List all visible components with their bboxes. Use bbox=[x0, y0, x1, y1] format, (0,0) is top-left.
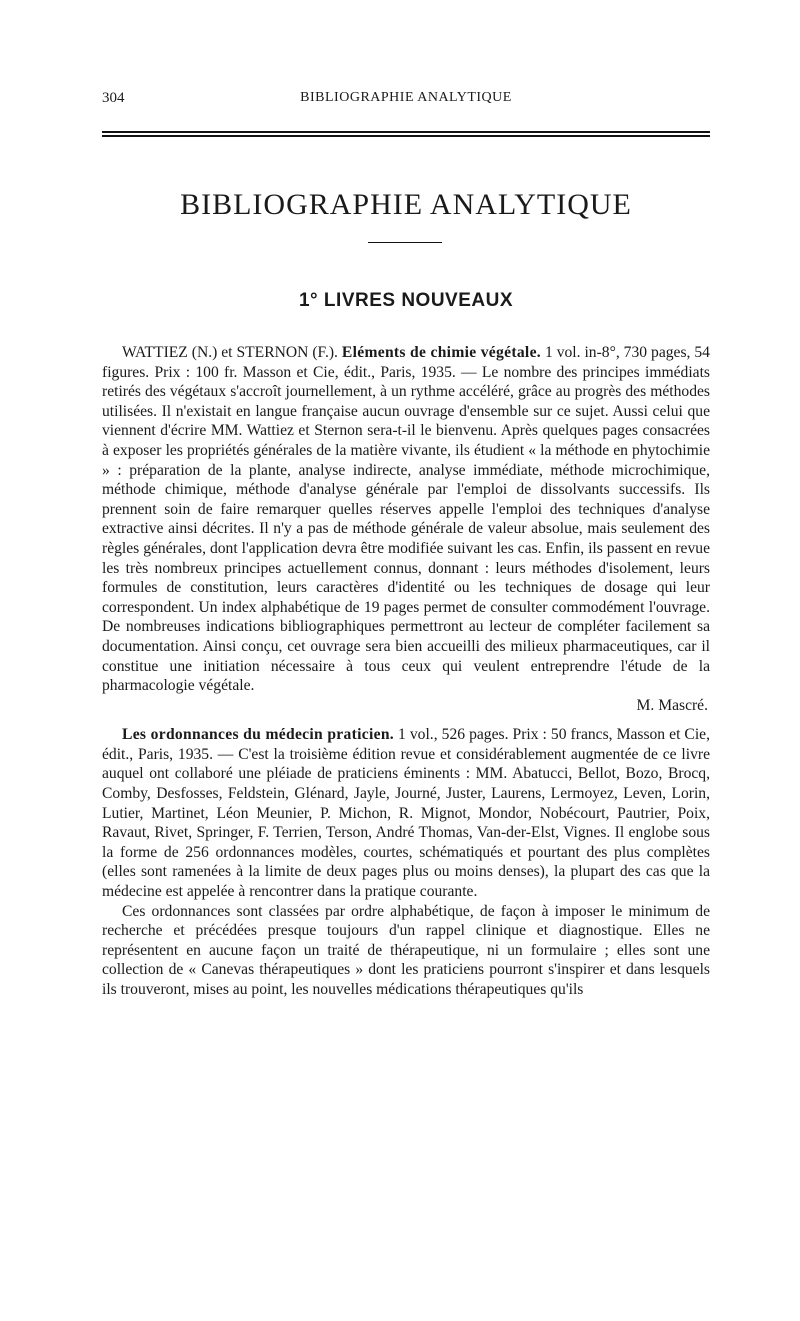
review-2-paragraph-2: Ces ordonnances sont classées par ordre alphabétique, de façon à imposer le minimum de recherche et précédées presque toujours d'un rappel clinique et diagnostique. Elles ne représentent en aucune façon un traité de thérapeutique, ni un formulaire ; elles sont une collection de « Canevas thérapeutiques » dont les praticiens pourront s'inspirer et dans lesquels ils trouveront, mises au point, les nouvelles médications thérapeutiques qu'ils bbox=[102, 902, 710, 998]
review-1-book-title: Eléments de chimie végétale. bbox=[341, 344, 541, 361]
review-2-book-title: Les ordonnances du médecin praticien. bbox=[122, 726, 394, 744]
review-2-text: 1 vol., 526 pages. Prix : 50 francs, Masson et Cie, édit., Paris, 1935. — C'est la troisième édition revue et considérablement augmentée de ce livre auquel ont collaboré une pléiade de praticiens éminents : MM. Abatucci, Bellot, Bozo, Brocq, Comby, Desfosses, Feldstein, Glénard, Jayle, Journé, Juster, Laurens, Lermoyez, Leven, Lorin, Lutier, Martinet, Léon Meunier, P. Michon, R. Mignot, Mondor, Nobécourt, Pautrier, Poix, Ravaut, Rivet, Springer, F. Terrien, Terson, André Thomas, Van-der-Elst, Vignes. Il englobe sous la forme de 256 ordonnances modèles, courtes, schématiqués et pourtant des plus complètes (elles sont ramenées à la limite de deux pages plus ou moins denses), la plupart des cas que la médecine est appelée à rencontrer dans la pratique courante. bbox=[102, 726, 710, 901]
page-number: 304 bbox=[102, 90, 125, 106]
page-title: BIBLIOGRAPHIE ANALYTIQUE bbox=[180, 188, 632, 221]
review-1 bbox=[102, 343, 710, 696]
running-header bbox=[102, 90, 710, 112]
review-1-signature: M. Mascré. bbox=[636, 696, 708, 714]
review-1-text: 1 vol. in-8°, 730 pages, 54 figures. Prix : 100 fr. Masson et Cie, édit., Paris, 1935. — Le nombre des principes immédiats retirés des végétaux s'accroît journellement, à un rythme accéléré, grâce au progrès des méthodes utilisées. Il n'existait en langue française aucun ouvrage d'ensemble sur ce sujet. Aussi celui que viennent d'écrire MM. Wattiez et Sternon sera-t-il le bienvenu. Après quelques pages consacrées à exposer les propriétés générales de la matière vivante, ils étudient « la méthode en phytochimie » : préparation de la plante, analyse indirecte, analyse immédiate, méthode microchimique, méthode chimique, méthode d'analyse générale par l'emploi de dissolvants successifs. Ils prennent soin de faire remarquer quelles réserves appelle l'emploi des techniques d'analyse extractive ainsi décrites. Il n'y a pas de méthode générale de valeur absolue, mais seulement des règles générales, dont l'application devra être modifiée suivant les cas. Enfin, ils passent en revue les très nombreux principes actuellement connus, donnant : leurs méthodes d'isolement, leurs formules de constitution, leurs caractères d'identité ou les techniques de dosage qui leur correspondent. Un index alphabétique de 19 pages permet de consulter commodément l'ouvrage. De nombreuses indications bibliographiques permettront au lecteur de compléter facilement sa documentation. Ainsi conçu, cet ouvrage sera bien accueilli des milieux pharmaceutiques, car il constitue une initiation nécessaire à tous ceux qui veulent entreprendre l'étude de la pharmacologie végétale. bbox=[102, 344, 710, 695]
section-heading: 1° LIVRES NOUVEAUX bbox=[298, 290, 514, 311]
title-divider bbox=[368, 242, 442, 243]
article-body bbox=[102, 343, 710, 1000]
review-1-authors: WATTIEZ (N.) et STERNON (F.). bbox=[122, 344, 338, 361]
header-double-rule bbox=[102, 131, 710, 137]
review-2 bbox=[102, 725, 710, 901]
running-title: BIBLIOGRAPHIE ANALYTIQUE bbox=[300, 90, 512, 105]
